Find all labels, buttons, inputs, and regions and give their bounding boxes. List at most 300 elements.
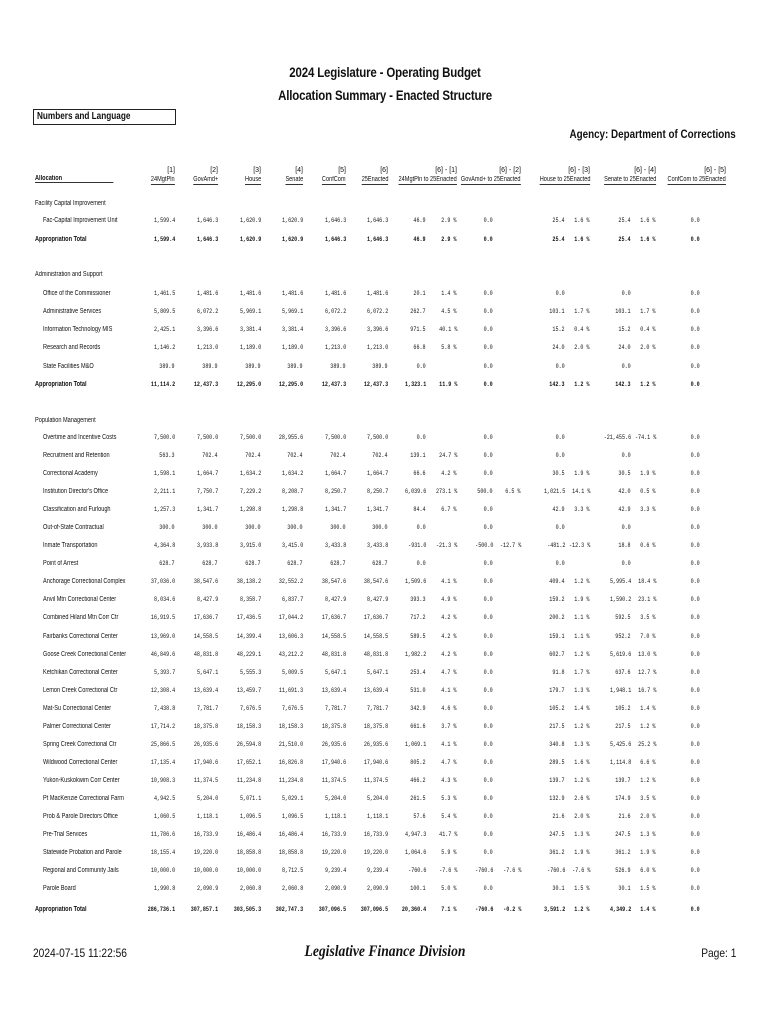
table-cell: 5,647.1 [196, 669, 218, 676]
table-cell: 0.0 [483, 633, 493, 640]
allocation-name: Point of Arrest [43, 560, 79, 567]
table-cell: 13,639.4 [363, 687, 388, 694]
table-cell: 0.0 [483, 831, 493, 838]
table-cell: 2,090.9 [366, 885, 388, 892]
allocation-name: Anvil Mtn Correctional Center [43, 596, 117, 603]
table-cell: 0.0 [416, 524, 426, 531]
allocation-name: Goose Creek Correctional Center [43, 651, 127, 658]
appropriation-total-row [0, 236, 770, 248]
table-cell: 100.1 [410, 885, 426, 892]
allocation-name: Research and Records [43, 344, 101, 351]
table-cell: 159.2 [549, 596, 565, 603]
table-row [0, 614, 770, 626]
table-cell: 717.2 [410, 614, 426, 621]
table-cell: 46.9 [413, 217, 426, 224]
table-cell: 26,594.8 [236, 741, 261, 748]
table-cell: 1,481.6 [281, 290, 303, 297]
table-cell: 30.5 [618, 470, 631, 477]
table-cell: 0.0 [483, 705, 493, 712]
table-cell: 1,060.5 [153, 813, 175, 820]
allocation-name: State Facilities M&O [43, 363, 94, 370]
table-cell: 247.5 [549, 831, 565, 838]
table-cell: -7.6 % [438, 867, 457, 874]
table-cell: 12,437.3 [321, 381, 346, 388]
column-header-6 [355, 166, 388, 185]
table-cell: 2.0 % [574, 813, 590, 820]
table-cell: 18,375.8 [321, 723, 346, 730]
allocation-name: Anchorage Correctional Complex [43, 578, 126, 585]
table-cell: 42.0 [618, 488, 631, 495]
table-cell: 286,736.1 [147, 906, 175, 913]
table-cell: 10,000.0 [193, 867, 218, 874]
table-cell: 1,213.0 [196, 344, 218, 351]
table-cell: 17,940.6 [321, 759, 346, 766]
table-cell: 8,427.9 [366, 596, 388, 603]
table-cell: 0.0 [483, 723, 493, 730]
appropriation-total-row [0, 906, 770, 918]
table-cell: 46,849.6 [150, 651, 175, 658]
table-row [0, 308, 770, 320]
table-cell: -21,455.6 [603, 434, 631, 441]
table-cell: 1.3 % [574, 741, 590, 748]
table-cell: 12,437.3 [193, 381, 218, 388]
column-header-1 [145, 166, 175, 185]
table-cell: 217.5 [615, 723, 631, 730]
table-cell: 17,636.7 [321, 614, 346, 621]
table-cell: 11.9 % [438, 381, 457, 388]
table-cell: 17,940.6 [363, 759, 388, 766]
table-cell: 1,620.9 [239, 236, 261, 243]
table-cell: 0.0 [690, 687, 700, 694]
table-cell: 18,375.8 [193, 723, 218, 730]
table-cell: 5,809.5 [153, 308, 175, 315]
allocation-name: Wildwood Correctional Center [43, 759, 118, 766]
table-cell: 0.0 [483, 596, 493, 603]
table-cell: 0.0 [483, 578, 493, 585]
table-cell: 18,158.3 [236, 723, 261, 730]
table-cell: 1,096.5 [239, 813, 261, 820]
table-cell: 2,211.1 [153, 488, 175, 495]
table-cell: 142.3 [615, 381, 631, 388]
table-cell: 1,118.1 [366, 813, 388, 820]
table-cell: 7.1 % [441, 906, 457, 913]
table-cell: 0.0 [690, 831, 700, 838]
table-cell: 26,935.6 [193, 741, 218, 748]
column-header-4 [281, 166, 303, 185]
table-cell: 15.2 [618, 326, 631, 333]
table-cell: 4.1 % [441, 741, 457, 748]
table-row [0, 488, 770, 500]
allocation-name: Combined Hiland Mtn Corr Ctr [43, 614, 119, 621]
table-cell: 0.0 [483, 669, 493, 676]
table-cell: 0.0 [483, 381, 493, 388]
table-cell: 7,781.7 [366, 705, 388, 712]
table-cell: 4,942.5 [153, 795, 175, 802]
table-row [0, 651, 770, 663]
table-cell: 0.0 [483, 614, 493, 621]
table-cell: 0.0 [483, 813, 493, 820]
table-cell: 0.0 [690, 506, 700, 513]
table-cell: 1,064.6 [404, 849, 426, 856]
table-cell: 1.9 % [574, 596, 590, 603]
table-cell: 4.7 % [441, 669, 457, 676]
table-cell: 18,158.3 [278, 723, 303, 730]
table-cell: 531.0 [410, 687, 426, 694]
table-cell: 5.8 % [441, 344, 457, 351]
table-cell: 1,323.1 [404, 381, 426, 388]
table-cell: 0.0 [621, 363, 631, 370]
table-cell: 1,646.3 [324, 236, 346, 243]
table-cell: 142.3 [549, 381, 565, 388]
table-cell: 0.0 [555, 560, 565, 567]
column-header-index: [3] [253, 167, 261, 174]
table-cell: 302,747.3 [275, 906, 303, 913]
table-cell: 1,598.1 [153, 470, 175, 477]
table-cell: 17,135.4 [150, 759, 175, 766]
table-cell: 0.0 [690, 651, 700, 658]
table-cell: 38,547.6 [193, 578, 218, 585]
column-header-label: 25Enacted [361, 176, 388, 183]
table-cell: 6.0 % [640, 867, 656, 874]
table-cell: 9,239.4 [366, 867, 388, 874]
table-cell: 628.7 [287, 560, 303, 567]
table-cell: 25,866.5 [150, 741, 175, 748]
table-cell: 0.0 [483, 452, 493, 459]
table-cell: 0.0 [483, 885, 493, 892]
footer-timestamp: 2024-07-15 11:22:56 [33, 946, 127, 960]
table-cell: 0.0 [690, 759, 700, 766]
table-cell: 26,935.6 [321, 741, 346, 748]
table-cell: 84.4 [413, 506, 426, 513]
table-cell: 11,234.8 [236, 777, 261, 784]
table-cell: 971.5 [410, 326, 426, 333]
column-header-10 [591, 166, 656, 185]
table-cell: 4,947.3 [404, 831, 426, 838]
table-cell: 13.0 % [637, 651, 656, 658]
numbers-language-box [33, 109, 176, 125]
agency-label: Agency: Department of Corrections [569, 127, 736, 141]
allocation-name: Parole Board [43, 885, 76, 892]
table-cell: 4.1 % [441, 578, 457, 585]
table-cell: 8,427.9 [196, 596, 218, 603]
table-cell: 247.5 [615, 831, 631, 838]
table-cell: 1,982.2 [404, 651, 426, 658]
table-cell: 3.5 % [640, 614, 656, 621]
allocation-name: Classification and Furlough [43, 506, 111, 513]
allocation-name: Inmate Transportation [43, 542, 98, 549]
allocation-name: Lemon Creek Correctional Ctr [43, 687, 118, 694]
table-cell: -500.0 [474, 542, 493, 549]
table-cell: 702.4 [330, 452, 346, 459]
table-cell: 48,831.8 [363, 651, 388, 658]
table-cell: 105.2 [549, 705, 565, 712]
table-cell: 0.0 [690, 669, 700, 676]
table-cell: 4,364.8 [153, 542, 175, 549]
table-cell: 1,664.7 [366, 470, 388, 477]
table-cell: 1.4 % [574, 705, 590, 712]
column-header-3 [241, 166, 261, 185]
table-row [0, 560, 770, 572]
table-cell: -21.3 % [435, 542, 457, 549]
table-cell: 17,044.2 [278, 614, 303, 621]
table-row [0, 741, 770, 753]
table-cell: 2,090.9 [324, 885, 346, 892]
table-cell: 1.4 % [640, 705, 656, 712]
table-cell: 25.4 [552, 236, 565, 243]
table-row [0, 470, 770, 482]
table-row [0, 849, 770, 861]
table-cell: 4.9 % [441, 596, 457, 603]
table-cell: 1,509.6 [404, 578, 426, 585]
table-cell: 5,029.1 [281, 795, 303, 802]
section-heading: Population Management [35, 417, 96, 424]
table-cell: 3.3 % [574, 506, 590, 513]
allocation-name: Institution Director's Office [43, 488, 109, 495]
table-cell: 0.0 [690, 326, 700, 333]
table-cell: 25.2 % [637, 741, 656, 748]
table-cell: 702.4 [372, 452, 388, 459]
table-cell: 1.4 % [640, 906, 656, 913]
table-cell: 1.9 % [574, 849, 590, 856]
column-header-label: ConfCom to 25Enacted [667, 176, 726, 183]
allocation-name: Pt MacKenzie Correctional Farm [43, 795, 124, 802]
table-cell: 2.9 % [441, 236, 457, 243]
column-header-label: Senate [285, 176, 303, 183]
table-cell: 5,204.0 [366, 795, 388, 802]
table-cell: 0.0 [555, 434, 565, 441]
table-cell: 0.0 [555, 524, 565, 531]
table-cell: 7,500.0 [153, 434, 175, 441]
table-cell: 0.0 [690, 308, 700, 315]
table-cell: 1,213.0 [366, 344, 388, 351]
report-title-line2: Allocation Summary - Enacted Structure [278, 87, 492, 103]
table-cell: 0.0 [690, 795, 700, 802]
table-cell: 0.0 [690, 813, 700, 820]
table-cell: 4.5 % [441, 308, 457, 315]
table-cell: 1,298.8 [239, 506, 261, 513]
table-cell: 1.2 % [574, 381, 590, 388]
table-cell: 7,781.7 [196, 705, 218, 712]
table-cell: 2.0 % [640, 344, 656, 351]
table-cell: 1,664.7 [196, 470, 218, 477]
table-cell: 9,239.4 [324, 867, 346, 874]
table-cell: 7.0 % [640, 633, 656, 640]
table-row [0, 434, 770, 446]
table-cell: 24.0 [552, 344, 565, 351]
table-cell: 18,858.8 [278, 849, 303, 856]
table-cell: 1.2 % [640, 381, 656, 388]
table-cell: 393.3 [410, 596, 426, 603]
column-header-index: [2] [210, 167, 218, 174]
table-cell: 1,213.0 [324, 344, 346, 351]
table-cell: 6,072.2 [196, 308, 218, 315]
table-row [0, 687, 770, 699]
table-cell: 637.6 [615, 669, 631, 676]
table-cell: 628.7 [372, 560, 388, 567]
table-cell: 592.5 [615, 614, 631, 621]
table-cell: 4.2 % [441, 651, 457, 658]
allocation-name: Spring Creek Correctional Ctr [43, 741, 117, 748]
table-cell: 4.2 % [441, 614, 457, 621]
table-cell: 139.1 [410, 452, 426, 459]
table-row [0, 867, 770, 879]
table-cell: 5.0 % [441, 885, 457, 892]
table-cell: 6.7 % [441, 506, 457, 513]
table-cell: 4.2 % [441, 633, 457, 640]
column-header-index: [6] - [3] [568, 167, 590, 174]
table-cell: 0.0 [483, 506, 493, 513]
table-cell: 16,919.5 [150, 614, 175, 621]
table-cell: 11,691.3 [278, 687, 303, 694]
table-cell: 7,229.2 [239, 488, 261, 495]
table-cell: 139.7 [615, 777, 631, 784]
table-cell: 18.8 [618, 542, 631, 549]
table-cell: 14,399.4 [236, 633, 261, 640]
table-cell: 261.5 [410, 795, 426, 802]
allocation-name: Regional and Community Jails [43, 867, 119, 874]
table-cell: 13,969.0 [150, 633, 175, 640]
allocation-name: Yukon-Kuskokwim Corr Center [43, 777, 120, 784]
table-cell: 500.0 [477, 488, 493, 495]
table-cell: 66.8 [413, 344, 426, 351]
table-cell: 3.3 % [640, 506, 656, 513]
table-cell: 21.6 [618, 813, 631, 820]
table-cell: 805.2 [410, 759, 426, 766]
table-cell: 0.0 [690, 524, 700, 531]
table-cell: 10,000.0 [236, 867, 261, 874]
table-cell: 14,558.5 [363, 633, 388, 640]
table-cell: 5.4 % [441, 813, 457, 820]
table-cell: 1,257.3 [153, 506, 175, 513]
table-cell: 18.4 % [637, 578, 656, 585]
table-row [0, 524, 770, 536]
table-cell: 1,634.2 [281, 470, 303, 477]
table-cell: 2,060.8 [281, 885, 303, 892]
table-cell: 1,189.0 [239, 344, 261, 351]
allocation-name: Recruitment and Retention [43, 452, 110, 459]
column-header-5 [316, 166, 346, 185]
table-cell: 0.0 [621, 452, 631, 459]
table-cell: 1,646.3 [196, 217, 218, 224]
table-cell: 3,933.8 [196, 542, 218, 549]
table-row [0, 452, 770, 464]
table-cell: 5,009.5 [281, 669, 303, 676]
table-cell: 6.5 % [505, 488, 521, 495]
table-cell: 0.0 [483, 344, 493, 351]
table-cell: 179.7 [549, 687, 565, 694]
table-cell: 0.0 [690, 867, 700, 874]
table-cell: 6,072.2 [366, 308, 388, 315]
table-cell: 38,547.6 [363, 578, 388, 585]
table-cell: 3,591.2 [543, 906, 565, 913]
column-header-index: [6] - [5] [704, 167, 726, 174]
table-cell: 139.7 [549, 777, 565, 784]
table-cell: 10,000.0 [150, 867, 175, 874]
allocation-name: Prob & Parole Directors Office [43, 813, 118, 820]
table-cell: 1.6 % [574, 236, 590, 243]
table-cell: -760.6 [474, 867, 493, 874]
table-row [0, 344, 770, 356]
table-cell: 1.2 % [574, 906, 590, 913]
table-cell: 661.6 [410, 723, 426, 730]
table-cell: 20.1 [413, 290, 426, 297]
table-row [0, 326, 770, 338]
table-cell: 8,712.5 [281, 867, 303, 874]
table-cell: 13,606.3 [278, 633, 303, 640]
table-cell: 12,437.3 [363, 381, 388, 388]
table-cell: 0.0 [690, 705, 700, 712]
table-cell: 0.0 [483, 741, 493, 748]
column-header-label: GovAmd+ [192, 176, 218, 183]
table-cell: 1,620.9 [239, 217, 261, 224]
table-cell: 1,118.1 [324, 813, 346, 820]
table-cell: 13,639.4 [321, 687, 346, 694]
table-cell: 0.0 [483, 759, 493, 766]
table-cell: 1,948.1 [609, 687, 631, 694]
table-cell: 14.1 % [571, 488, 590, 495]
table-row [0, 669, 770, 681]
table-cell: 602.7 [549, 651, 565, 658]
column-header-label: GovAmd+ to 25Enacted [461, 176, 521, 183]
table-cell: 1,646.3 [366, 217, 388, 224]
allocation-name: Appropriation Total [35, 906, 87, 913]
table-cell: 7,500.0 [239, 434, 261, 441]
table-cell: 26,935.6 [363, 741, 388, 748]
table-row [0, 885, 770, 897]
table-cell: 57.6 [413, 813, 426, 820]
table-cell: 1,590.2 [609, 596, 631, 603]
table-cell: 0.4 % [640, 326, 656, 333]
table-cell: 12,295.0 [236, 381, 261, 388]
table-cell: 40.1 % [438, 326, 457, 333]
table-cell: 4,349.2 [609, 906, 631, 913]
table-cell: 17,714.2 [150, 723, 175, 730]
table-cell: 11,234.8 [278, 777, 303, 784]
table-cell: 1.7 % [640, 308, 656, 315]
table-cell: 42.9 [552, 506, 565, 513]
table-cell: 30.5 [552, 470, 565, 477]
column-header-index: [4] [295, 167, 303, 174]
table-cell: 1,599.4 [153, 217, 175, 224]
table-cell: 7,781.7 [324, 705, 346, 712]
allocation-name: Overtime and Incentive Costs [43, 434, 117, 441]
table-cell: 300.0 [372, 524, 388, 531]
table-cell: 7,500.0 [196, 434, 218, 441]
table-cell: -481.2 [546, 542, 565, 549]
table-cell: 0.0 [555, 452, 565, 459]
table-row [0, 506, 770, 518]
column-header-index: [1] [167, 167, 175, 174]
table-cell: 300.0 [245, 524, 261, 531]
table-cell: 1.5 % [574, 885, 590, 892]
table-cell: 0.0 [483, 795, 493, 802]
table-cell: 2,425.1 [153, 326, 175, 333]
table-cell: 17,636.7 [363, 614, 388, 621]
table-cell: 11,374.5 [193, 777, 218, 784]
table-cell: 0.0 [690, 741, 700, 748]
table-cell: 5,071.1 [239, 795, 261, 802]
table-cell: 42.9 [618, 506, 631, 513]
table-cell: 11,374.5 [321, 777, 346, 784]
table-cell: 5,204.0 [196, 795, 218, 802]
table-cell: 1.9 % [640, 470, 656, 477]
table-cell: 0.0 [483, 326, 493, 333]
table-cell: 0.0 [690, 723, 700, 730]
table-cell: -74.1 % [634, 434, 656, 441]
table-cell: 1.2 % [574, 777, 590, 784]
table-cell: 4.6 % [441, 705, 457, 712]
table-cell: -760.6 [546, 867, 565, 874]
